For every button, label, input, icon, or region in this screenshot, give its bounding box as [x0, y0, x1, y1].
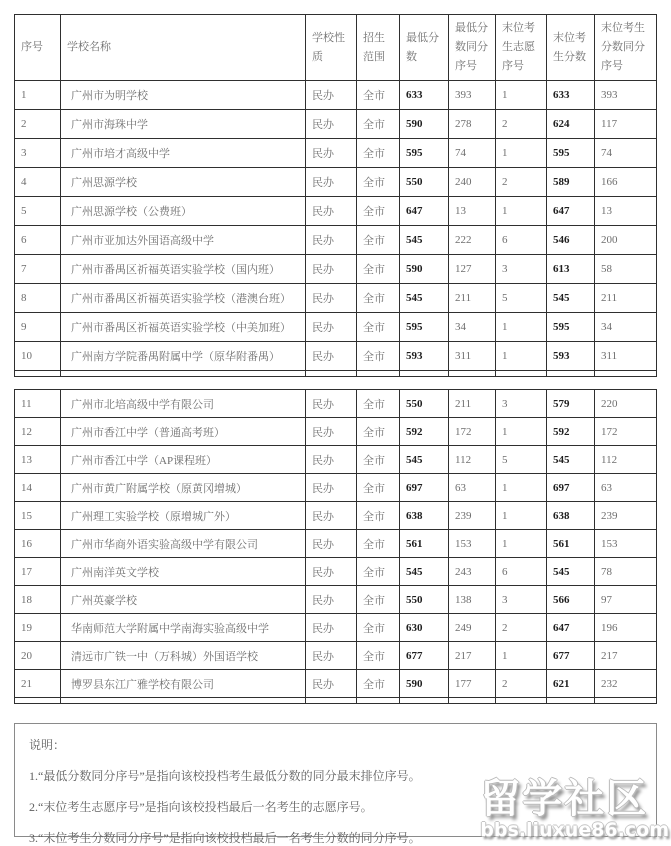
table-cell: 546	[547, 226, 595, 255]
table-cell: 550	[400, 390, 449, 418]
table-cell: 200	[595, 226, 657, 255]
table-cell: 广州市华商外语实验高级中学有限公司	[61, 530, 306, 558]
table-cell: 全市	[357, 197, 400, 226]
table-cell: 311	[595, 342, 657, 371]
table-row	[15, 642, 657, 670]
table-cell: 1	[496, 139, 547, 168]
table-cell: 220	[595, 390, 657, 418]
table-cell: 1	[496, 474, 547, 502]
table-cell: 7	[15, 255, 61, 284]
table-cell: 172	[595, 418, 657, 446]
table-row	[15, 446, 657, 474]
table-cell: 112	[595, 446, 657, 474]
table-cell: 590	[400, 110, 449, 139]
table-cell: 9	[15, 313, 61, 342]
table-cell: 广州市番禺区祈福英语实验学校（中美加班）	[61, 313, 306, 342]
table-row	[15, 255, 657, 284]
table-cell: 广州理工实验学校（原增城广外）	[61, 502, 306, 530]
table-row	[15, 530, 657, 558]
table-cell	[496, 371, 547, 377]
table-cell: 545	[547, 558, 595, 586]
table-cell: 民办	[306, 168, 357, 197]
table-cell: 全市	[357, 446, 400, 474]
table-cell: 14	[15, 474, 61, 502]
table-cell: 595	[400, 139, 449, 168]
table-cell: 211	[595, 284, 657, 313]
table-cell: 74	[449, 139, 496, 168]
table-cell: 全市	[357, 614, 400, 642]
watermark	[480, 776, 669, 841]
col-header-seq: 序号	[15, 15, 61, 81]
table-cell	[400, 371, 449, 377]
table-cell: 全市	[357, 586, 400, 614]
table-cell: 1	[496, 342, 547, 371]
table-cell: 561	[547, 530, 595, 558]
table-cell: 153	[449, 530, 496, 558]
table-row	[15, 390, 657, 418]
table-cell: 217	[449, 642, 496, 670]
table-cell: 民办	[306, 255, 357, 284]
table-cell: 177	[449, 670, 496, 698]
table-cell: 5	[496, 284, 547, 313]
col-header-last-candidate-score: 末位考生分数	[547, 15, 595, 81]
table-cell: 592	[547, 418, 595, 446]
table-row	[15, 670, 657, 698]
table-cell: 2	[496, 614, 547, 642]
table-cell: 13	[15, 446, 61, 474]
table-cell: 633	[400, 81, 449, 110]
table-cell: 239	[449, 502, 496, 530]
table-2-body	[15, 390, 657, 704]
table-cell: 697	[400, 474, 449, 502]
table-cell: 1	[496, 313, 547, 342]
table-cell: 3	[496, 255, 547, 284]
table-cell	[400, 698, 449, 704]
table-cell: 1	[496, 418, 547, 446]
table-row	[15, 81, 657, 110]
table-cell: 广州市香江中学（普通高考班）	[61, 418, 306, 446]
table-cell: 16	[15, 530, 61, 558]
table-row	[15, 586, 657, 614]
table-cell	[306, 698, 357, 704]
table-cell: 全市	[357, 255, 400, 284]
table-cell: 593	[547, 342, 595, 371]
table-cell: 550	[400, 586, 449, 614]
table-cell: 1	[15, 81, 61, 110]
table-cell: 2	[15, 110, 61, 139]
table-row	[15, 110, 657, 139]
table-cell: 民办	[306, 502, 357, 530]
table-cell: 11	[15, 390, 61, 418]
table-cell: 545	[547, 446, 595, 474]
table-cell: 211	[449, 390, 496, 418]
table-cell: 民办	[306, 642, 357, 670]
table-cell: 34	[449, 313, 496, 342]
table-cell: 545	[547, 284, 595, 313]
table-cell: 全市	[357, 313, 400, 342]
table-cell: 6	[496, 226, 547, 255]
table-bottom-sliver	[15, 698, 657, 704]
table-cell: 393	[449, 81, 496, 110]
table-cell	[547, 371, 595, 377]
table-cell: 97	[595, 586, 657, 614]
table-row	[15, 139, 657, 168]
table-cell: 民办	[306, 670, 357, 698]
table-cell: 全市	[357, 530, 400, 558]
table-cell: 78	[595, 558, 657, 586]
table-cell	[496, 698, 547, 704]
table-cell	[357, 698, 400, 704]
table-cell: 全市	[357, 390, 400, 418]
table-cell: 民办	[306, 614, 357, 642]
table-cell: 民办	[306, 197, 357, 226]
table-cell: 广州市培才高级中学	[61, 139, 306, 168]
table-cell: 20	[15, 642, 61, 670]
table-cell: 117	[595, 110, 657, 139]
table-cell: 华南师范大学附属中学南海实验高级中学	[61, 614, 306, 642]
table-cell: 13	[449, 197, 496, 226]
table-cell: 677	[400, 642, 449, 670]
table-cell: 广州思源学校（公费班）	[61, 197, 306, 226]
table-cell: 1	[496, 642, 547, 670]
table-cell: 全市	[357, 168, 400, 197]
table-cell: 6	[15, 226, 61, 255]
table-cell: 民办	[306, 586, 357, 614]
table-row	[15, 614, 657, 642]
admission-score-table-1	[14, 14, 657, 377]
table-cell: 138	[449, 586, 496, 614]
table-cell: 民办	[306, 81, 357, 110]
table-cell: 393	[595, 81, 657, 110]
table-cell: 34	[595, 313, 657, 342]
table-cell	[595, 371, 657, 377]
table-cell: 全市	[357, 139, 400, 168]
table-cell	[306, 371, 357, 377]
col-header-last-candidate-choice-rank: 末位考生志愿序号	[496, 15, 547, 81]
table-cell: 民办	[306, 558, 357, 586]
table-cell: 广州市黄广附属学校（原黄冈增城）	[61, 474, 306, 502]
table-cell	[595, 698, 657, 704]
table-cell: 647	[547, 614, 595, 642]
table-header-row	[15, 15, 657, 81]
table-cell: 3	[15, 139, 61, 168]
table-row	[15, 168, 657, 197]
col-header-school-type: 学校性质	[306, 15, 357, 81]
table-cell: 249	[449, 614, 496, 642]
table-cell: 550	[400, 168, 449, 197]
table-cell: 1	[496, 530, 547, 558]
table-cell: 2	[496, 110, 547, 139]
table-cell: 127	[449, 255, 496, 284]
table-cell: 10	[15, 342, 61, 371]
table-cell: 全市	[357, 342, 400, 371]
table-cell: 196	[595, 614, 657, 642]
table-row	[15, 284, 657, 313]
col-header-min-score-tie-rank: 最低分数同分序号	[449, 15, 496, 81]
table-cell	[15, 698, 61, 704]
table-cell: 595	[547, 139, 595, 168]
col-header-enroll-scope: 招生范围	[357, 15, 400, 81]
table-cell: 2	[496, 168, 547, 197]
table-cell: 民办	[306, 110, 357, 139]
table-cell: 74	[595, 139, 657, 168]
table-cell: 广州市香江中学（AP课程班）	[61, 446, 306, 474]
table-cell: 595	[547, 313, 595, 342]
table-cell: 647	[547, 197, 595, 226]
table-cell: 8	[15, 284, 61, 313]
table-cell: 民办	[306, 530, 357, 558]
table-cell: 全市	[357, 110, 400, 139]
table-cell: 广州市番禺区祈福英语实验学校（港澳台班）	[61, 284, 306, 313]
table-cell: 232	[595, 670, 657, 698]
note-item-3: 3.“末位考生分数同分序号”是指向该校投档最后一名考生分数的同分序号。	[29, 831, 421, 845]
table-cell: 5	[496, 446, 547, 474]
table-cell: 全市	[357, 226, 400, 255]
table-cell	[449, 698, 496, 704]
table-cell: 广州市为明学校	[61, 81, 306, 110]
table-cell: 广州英豪学校	[61, 586, 306, 614]
table-cell: 民办	[306, 284, 357, 313]
table-cell: 全市	[357, 642, 400, 670]
table-cell: 589	[547, 168, 595, 197]
table-cell: 广州市亚加达外国语高级中学	[61, 226, 306, 255]
table-cell: 677	[547, 642, 595, 670]
table-cell: 广州市海珠中学	[61, 110, 306, 139]
table-row	[15, 418, 657, 446]
table-cell: 217	[595, 642, 657, 670]
table-cell: 18	[15, 586, 61, 614]
table-cell: 全市	[357, 284, 400, 313]
note-item-2: 2.“末位考生志愿序号”是指向该校投档最后一名考生的志愿序号。	[29, 800, 373, 814]
table-cell: 全市	[357, 418, 400, 446]
table-cell: 全市	[357, 502, 400, 530]
table-cell: 广州市北培高级中学有限公司	[61, 390, 306, 418]
admission-score-table-2	[14, 389, 657, 704]
col-header-last-candidate-score-tie-rank: 末位考生分数同分序号	[595, 15, 657, 81]
table-cell: 1	[496, 502, 547, 530]
table-row	[15, 313, 657, 342]
notes-title: 说明：	[29, 738, 66, 752]
table-cell: 博罗县东江广雅学校有限公司	[61, 670, 306, 698]
table-cell: 593	[400, 342, 449, 371]
table-cell: 647	[400, 197, 449, 226]
table-row	[15, 342, 657, 371]
table-cell: 590	[400, 255, 449, 284]
table-cell: 545	[400, 446, 449, 474]
table-cell: 17	[15, 558, 61, 586]
table-cell	[547, 698, 595, 704]
table-cell: 5	[15, 197, 61, 226]
table-cell: 58	[595, 255, 657, 284]
table-cell: 广州思源学校	[61, 168, 306, 197]
table-cell: 6	[496, 558, 547, 586]
table-cell: 15	[15, 502, 61, 530]
table-cell: 638	[547, 502, 595, 530]
table-cell: 613	[547, 255, 595, 284]
table-cell: 621	[547, 670, 595, 698]
table-cell: 633	[547, 81, 595, 110]
table-cell: 638	[400, 502, 449, 530]
table-cell: 4	[15, 168, 61, 197]
table-cell: 595	[400, 313, 449, 342]
table-1-body	[15, 81, 657, 377]
table-cell: 21	[15, 670, 61, 698]
table-cell: 222	[449, 226, 496, 255]
table-cell: 545	[400, 558, 449, 586]
table-cell: 63	[595, 474, 657, 502]
table-cell: 630	[400, 614, 449, 642]
table-cell: 311	[449, 342, 496, 371]
table-cell: 民办	[306, 446, 357, 474]
table-cell: 153	[595, 530, 657, 558]
table-cell: 240	[449, 168, 496, 197]
table-row	[15, 558, 657, 586]
table-cell: 545	[400, 284, 449, 313]
table-cell: 广州市番禺区祈福英语实验学校（国内班）	[61, 255, 306, 284]
table-row	[15, 474, 657, 502]
table-cell: 19	[15, 614, 61, 642]
table-cell: 1	[496, 81, 547, 110]
table-cell	[61, 698, 306, 704]
table-cell: 全市	[357, 670, 400, 698]
table-cell: 172	[449, 418, 496, 446]
table-cell: 3	[496, 586, 547, 614]
table-cell: 全市	[357, 474, 400, 502]
table-cell: 278	[449, 110, 496, 139]
table-cell: 民办	[306, 474, 357, 502]
table-cell: 545	[400, 226, 449, 255]
table-cell: 166	[595, 168, 657, 197]
table-cell: 566	[547, 586, 595, 614]
watermark-logo-text: 留学社区	[480, 776, 649, 822]
table-cell: 579	[547, 390, 595, 418]
table-cell: 624	[547, 110, 595, 139]
table-cell: 63	[449, 474, 496, 502]
table-cell: 清远市广铁一中（万科城）外国语学校	[61, 642, 306, 670]
table-cell: 592	[400, 418, 449, 446]
table-cell: 112	[449, 446, 496, 474]
table-cell: 561	[400, 530, 449, 558]
table-row	[15, 226, 657, 255]
note-item-1: 1.“最低分数同分序号”是指向该校投档考生最低分数的同分最末排位序号。	[29, 769, 421, 783]
table-cell: 243	[449, 558, 496, 586]
table-cell: 3	[496, 390, 547, 418]
table-cell: 民办	[306, 226, 357, 255]
watermark-url: bbs.liuxue86.com	[480, 819, 669, 841]
table-cell: 697	[547, 474, 595, 502]
col-header-min-score: 最低分数	[400, 15, 449, 81]
table-cell: 13	[595, 197, 657, 226]
table-cell	[357, 371, 400, 377]
table-cell: 2	[496, 670, 547, 698]
table-cell: 民办	[306, 342, 357, 371]
table-cell: 民办	[306, 139, 357, 168]
table-cell	[449, 371, 496, 377]
table-cell: 239	[595, 502, 657, 530]
table-cell: 民办	[306, 313, 357, 342]
table-cell: 广州南洋英文学校	[61, 558, 306, 586]
table-cell: 民办	[306, 390, 357, 418]
col-header-school-name: 学校名称	[61, 15, 306, 81]
table-cell: 全市	[357, 558, 400, 586]
table-cell	[61, 371, 306, 377]
table-row	[15, 502, 657, 530]
table-cell: 1	[496, 197, 547, 226]
table-cell	[15, 371, 61, 377]
table-cell: 590	[400, 670, 449, 698]
table-cell: 211	[449, 284, 496, 313]
table-cell: 广州南方学院番禺附属中学（原华附番禺）	[61, 342, 306, 371]
table-bottom-sliver	[15, 371, 657, 377]
table-cell: 12	[15, 418, 61, 446]
table-cell: 全市	[357, 81, 400, 110]
table-cell: 民办	[306, 418, 357, 446]
table-row	[15, 197, 657, 226]
